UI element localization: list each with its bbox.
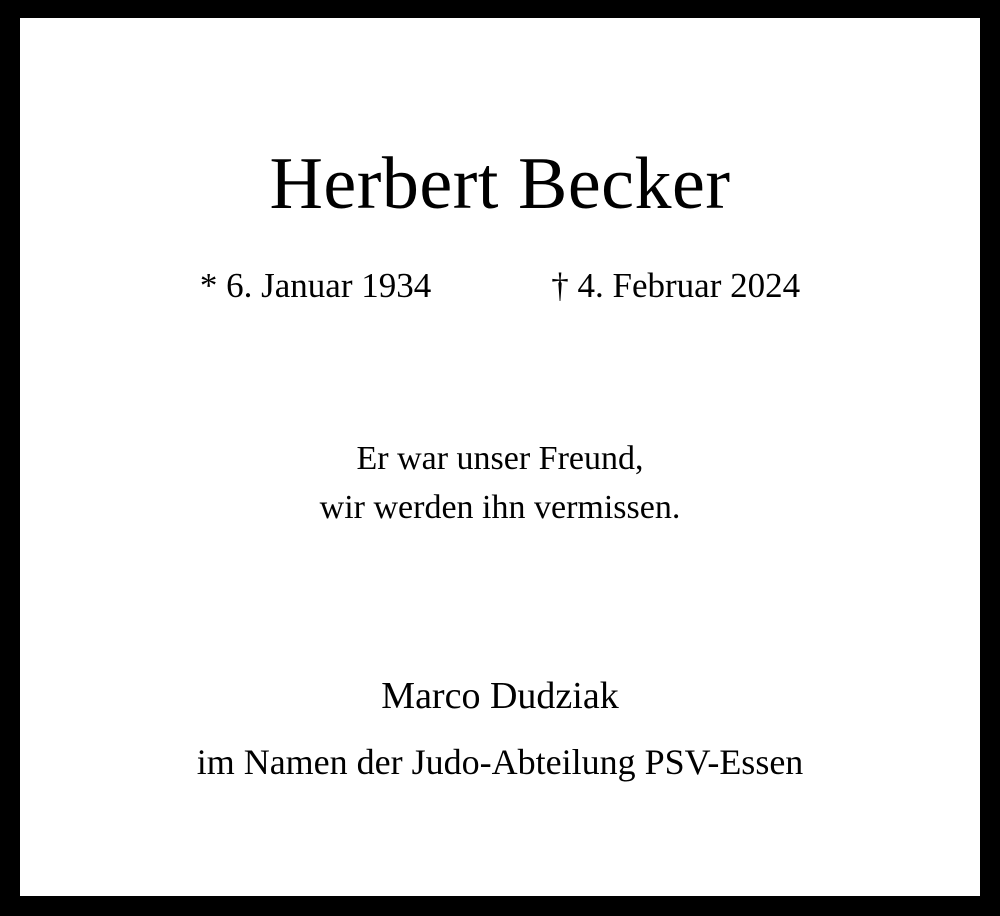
life-dates: [20, 266, 980, 306]
mourner-affiliation: im Namen der Judo-Abteilung PSV-Essen: [196, 742, 804, 783]
obituary-card: [20, 18, 980, 896]
memorial-verse: [320, 434, 681, 533]
birth-date: * 6. Januar 1934: [199, 265, 432, 305]
verse-line-2: wir werden ihn vermissen.: [319, 488, 681, 526]
deceased-name: Herbert Becker: [269, 143, 731, 225]
mourners-block: [197, 670, 804, 788]
verse-line-1: Er war unser Freund,: [356, 439, 644, 477]
mourner-name: Marco Dudziak: [381, 675, 619, 718]
death-date: † 4. Februar 2024: [551, 265, 801, 305]
